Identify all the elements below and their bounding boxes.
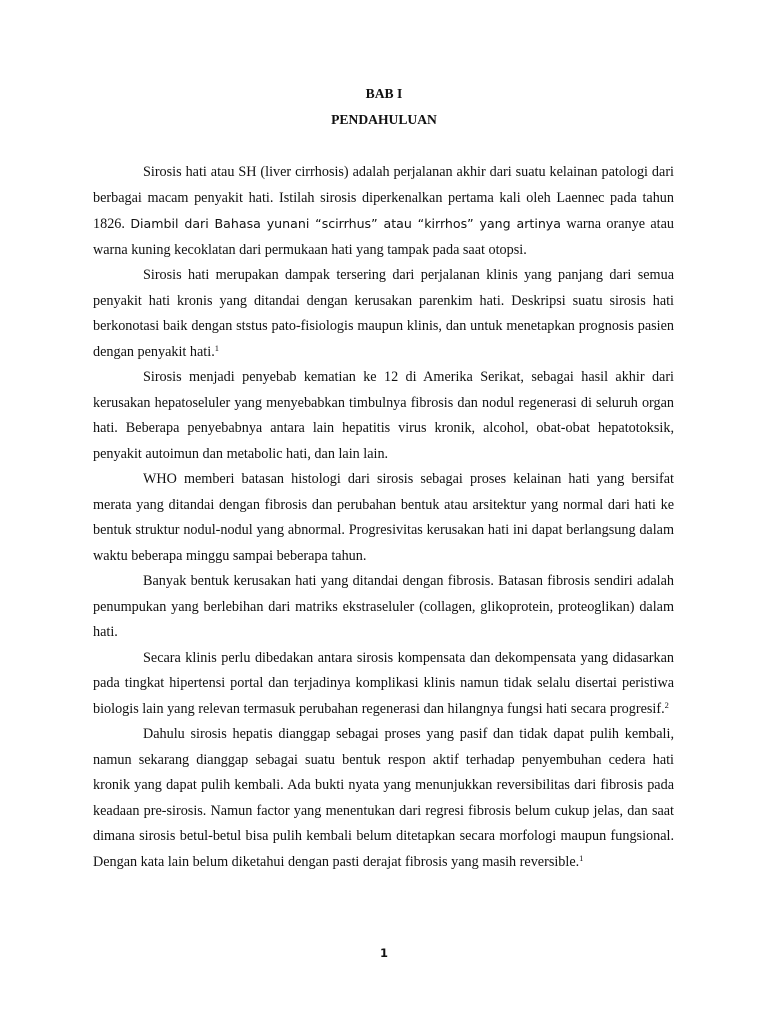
document-body xyxy=(93,160,674,875)
paragraph xyxy=(93,722,674,875)
footnote-reference: 1 xyxy=(579,852,584,863)
paragraph xyxy=(93,160,674,263)
paragraph-text: Sirosis hati merupakan dampak tersering dari perjalanan klinis yang panjang dari semua penyakit hati kronis yang ditandai dengan kerusakan parenkim hati. Deskripsi suatu sirosis hati berkonotasi baik dengan ststus pato-fisiologis maupun klinis, dan untuk menetapkan prognosis pasien dengan penyakit hati. xyxy=(93,267,674,360)
page-number: 1 xyxy=(379,946,388,960)
paragraph-text: warna oranye atau warna kuning kecoklatan dari permukaan hati yang tampak pada saat otopsi. xyxy=(93,216,675,258)
paragraph xyxy=(93,263,674,365)
paragraph-text: Dahulu sirosis hepatis dianggap sebagai proses yang pasif dan tidak dapat pulih kembali, namun sekarang dianggap sebagai suatu bentuk respon aktif terhadap penyembuhan cedera hati kronik yang dapat pulih kembali. Ada bukti nyata yang menunjukkan reversibilitas dari fibrosis pada keadaan pre-sirosis. Namun factor yang menentukan dari regresi fibrosis belum cukup jelas, dan saat dimana sirosis betul-betul bisa pulih kembali belum ditetapkan secara morfologi maupun fungsional. Dengan kata lain belum diketahui dengan pasti derajat fibrosis yang masih reversible. xyxy=(93,726,674,870)
paragraph xyxy=(93,467,674,569)
footnote-reference: 1 xyxy=(214,342,219,353)
paragraph-text: Sirosis hati atau SH (liver cirrhosis) adalah perjalanan akhir dari suatu kelainan patologi dari berbagai macam penyakit hati. Istilah sirosis diperkenalkan pertama kali oleh Laennec pada tahun 1826. xyxy=(93,164,674,232)
paragraph xyxy=(93,569,674,646)
chapter-heading: BAB I xyxy=(365,86,403,101)
paragraph-text: Secara klinis perlu dibedakan antara sirosis kompensata dan dekompensata yang didasarkan pada tingkat hipertensi portal dan terjadinya komplikasi klinis namun tidak selalu disertai peristiwa biologis lain yang relevan termasuk perubahan regenerasi dan hilangnya fungsi hati secara progresif. xyxy=(93,649,674,717)
chapter-title: PENDAHULUAN xyxy=(331,112,437,127)
paragraph xyxy=(93,365,674,467)
paragraph-text: Banyak bentuk kerusakan hati yang ditandai dengan fibrosis. Batasan fibrosis sendiri adalah penumpukan yang berlebihan dari matriks ekstraseluler (collagen, glikoprotein, proteoglikan) dalam hati. xyxy=(93,573,674,640)
paragraph-text: WHO memberi batasan histologi dari sirosis sebagai proses kelainan hati yang bersifat merata yang ditandai dengan fibrosis dan perubahan bentuk atau arsitektur yang normal dari hati ke bentuk struktur nodul-nodul yang abnormal. Progresivitas kerusakan hati ini dapat berlangsung dalam waktu beberapa minggu sampai beberapa tahun. xyxy=(93,471,674,564)
paragraph xyxy=(93,646,674,723)
paragraph-text: Sirosis menjadi penyebab kematian ke 12 di Amerika Serikat, sebagai hasil akhir dari kerusakan hepatoseluler yang menyebabkan timbulnya fibrosis dan nodul regenerasi di seluruh organ hati. Beberapa penyebabnya antara lain hepatitis virus kronik, alcohol, obat-obat hepatotoksik, penyakit autoimun dan metabolic hati, dan lain lain. xyxy=(93,369,674,462)
footnote-reference: 2 xyxy=(664,699,669,710)
paragraph-text-alt-font: Diambil dari Bahasa yunani “scirrhus” atau “kirrhos” yang artinya xyxy=(130,216,561,231)
